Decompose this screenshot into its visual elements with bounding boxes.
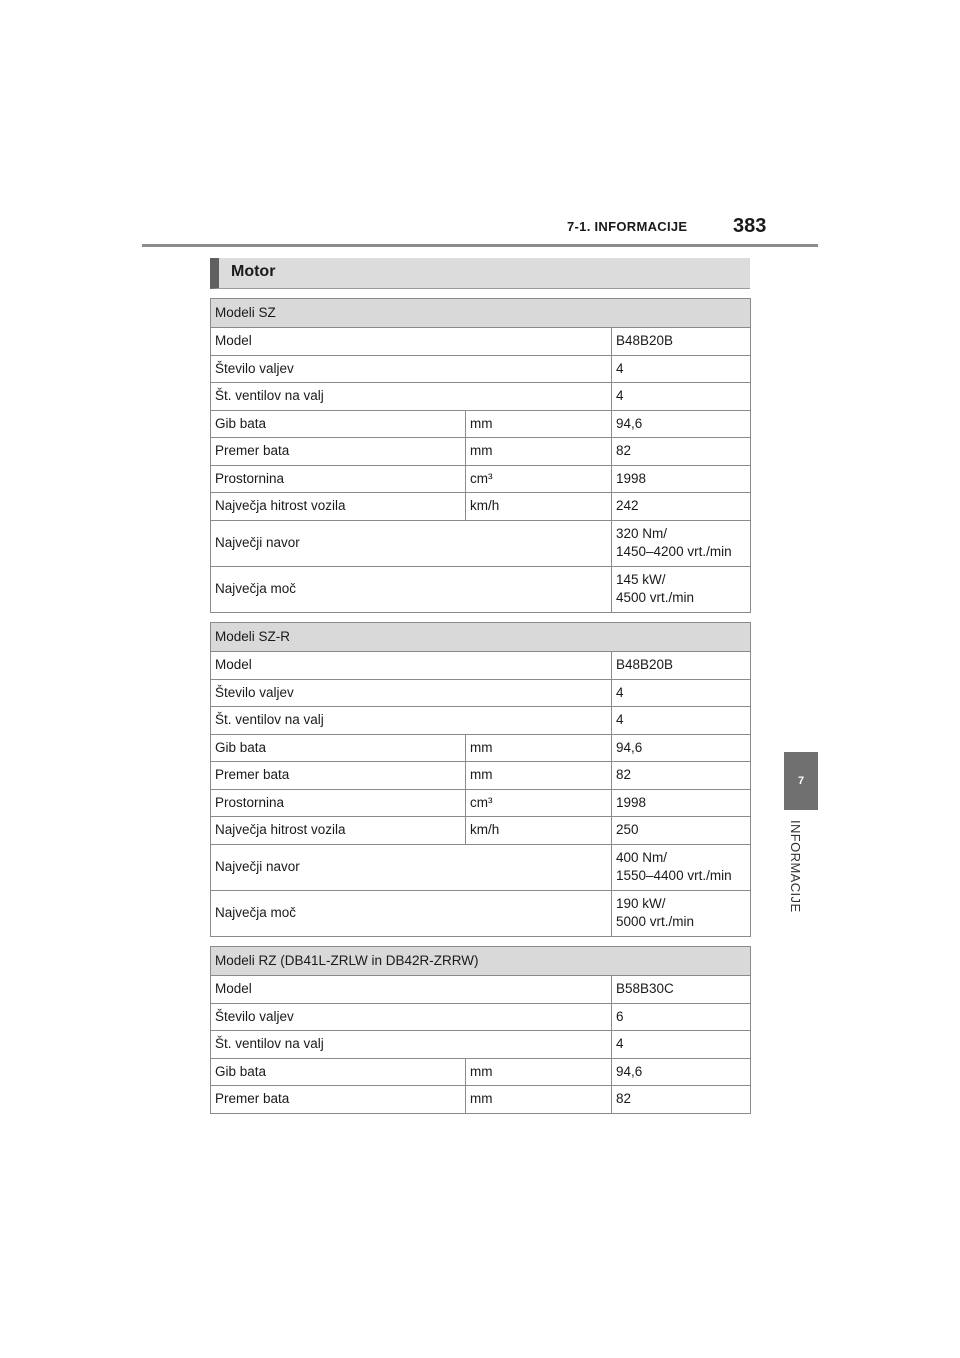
table-header-row <box>211 947 751 976</box>
value-line: 4500 vrt./min <box>616 590 695 605</box>
table-row <box>211 707 751 735</box>
row-value: 1998 <box>612 789 751 817</box>
row-label: Gib bata <box>211 1058 466 1086</box>
table-row <box>211 844 751 890</box>
row-label: Gib bata <box>211 410 466 438</box>
row-label: Št. ventilov na valj <box>211 1031 612 1059</box>
row-value: 94,6 <box>612 734 751 762</box>
row-value: 94,6 <box>612 410 751 438</box>
value-line: 145 kW/ <box>616 571 666 587</box>
row-value: 4 <box>612 1031 751 1059</box>
table-row <box>211 1003 751 1031</box>
value-line: 190 kW/ <box>616 895 666 911</box>
row-value: 94,6 <box>612 1058 751 1086</box>
row-value: 82 <box>612 762 751 790</box>
table-row <box>211 789 751 817</box>
table-row <box>211 493 751 521</box>
row-value: 4 <box>612 707 751 735</box>
row-value: 6 <box>612 1003 751 1031</box>
table-title: Modeli RZ (DB41L-ZRLW in DB42R-ZRRW) <box>211 947 751 976</box>
page-number: 383 <box>733 215 767 237</box>
row-label: Največji navor <box>211 520 612 566</box>
table-title: Modeli SZ <box>211 299 751 328</box>
spec-table-rz <box>210 946 751 1114</box>
table-row <box>211 465 751 493</box>
table-row <box>211 652 751 680</box>
section-title: Motor <box>231 263 276 280</box>
section-heading-bar <box>210 258 750 289</box>
table-row <box>211 976 751 1004</box>
row-value: 4 <box>612 383 751 411</box>
row-label: Največja hitrost vozila <box>211 493 466 521</box>
row-value <box>612 566 751 612</box>
row-label: Model <box>211 328 612 356</box>
table-row <box>211 1058 751 1086</box>
row-value: 82 <box>612 1086 751 1114</box>
table-row <box>211 817 751 845</box>
value-line: 1450–4200 vrt./min <box>616 544 732 559</box>
value-line: 5000 vrt./min <box>616 914 695 929</box>
running-header-section: 7-1. INFORMACIJE <box>567 219 688 234</box>
row-value: 1998 <box>612 465 751 493</box>
chapter-tab <box>784 752 818 810</box>
row-value <box>612 520 751 566</box>
row-label: Gib bata <box>211 734 466 762</box>
table-row <box>211 355 751 383</box>
row-unit: mm <box>466 1086 612 1114</box>
row-label: Model <box>211 652 612 680</box>
row-label: Največji navor <box>211 844 612 890</box>
row-unit: km/h <box>466 817 612 845</box>
row-label: Število valjev <box>211 679 612 707</box>
row-label: Največja hitrost vozila <box>211 817 466 845</box>
row-value: 242 <box>612 493 751 521</box>
value-line: 400 Nm/ <box>616 849 668 865</box>
row-unit: mm <box>466 410 612 438</box>
table-title: Modeli SZ-R <box>211 623 751 652</box>
header-divider <box>142 244 818 247</box>
row-label: Premer bata <box>211 762 466 790</box>
row-label: Št. ventilov na valj <box>211 383 612 411</box>
row-label: Največja moč <box>211 890 612 936</box>
chapter-label: INFORMACIJE <box>788 820 803 913</box>
row-unit: cm³ <box>466 789 612 817</box>
row-value: 250 <box>612 817 751 845</box>
row-unit: cm³ <box>466 465 612 493</box>
row-value <box>612 890 751 936</box>
row-label: Število valjev <box>211 355 612 383</box>
table-row <box>211 383 751 411</box>
table-row <box>211 679 751 707</box>
row-unit: mm <box>466 734 612 762</box>
table-header-row <box>211 299 751 328</box>
row-value: B58B30C <box>612 976 751 1004</box>
chapter-number: 7 <box>797 775 805 787</box>
row-label: Število valjev <box>211 1003 612 1031</box>
table-row <box>211 1086 751 1114</box>
row-value: 4 <box>612 355 751 383</box>
table-row <box>211 1031 751 1059</box>
row-value: 4 <box>612 679 751 707</box>
row-label: Št. ventilov na valj <box>211 707 612 735</box>
value-line: 320 Nm/ <box>616 525 668 541</box>
row-unit: km/h <box>466 493 612 521</box>
table-row <box>211 566 751 612</box>
row-label: Model <box>211 976 612 1004</box>
table-row <box>211 438 751 466</box>
row-unit: mm <box>466 1058 612 1086</box>
table-row <box>211 520 751 566</box>
table-row <box>211 328 751 356</box>
value-line: 1550–4400 vrt./min <box>616 868 732 883</box>
row-value <box>612 844 751 890</box>
table-row <box>211 762 751 790</box>
row-label: Prostornina <box>211 465 466 493</box>
row-label: Premer bata <box>211 438 466 466</box>
row-value: B48B20B <box>612 328 751 356</box>
row-value: B48B20B <box>612 652 751 680</box>
spec-table-sz <box>210 298 751 613</box>
row-unit: mm <box>466 762 612 790</box>
row-value: 82 <box>612 438 751 466</box>
table-row <box>211 410 751 438</box>
table-header-row <box>211 623 751 652</box>
row-unit: mm <box>466 438 612 466</box>
spec-table-sz-r <box>210 622 751 937</box>
row-label: Prostornina <box>211 789 466 817</box>
table-row <box>211 734 751 762</box>
row-label: Največja moč <box>211 566 612 612</box>
table-row <box>211 890 751 936</box>
row-label: Premer bata <box>211 1086 466 1114</box>
